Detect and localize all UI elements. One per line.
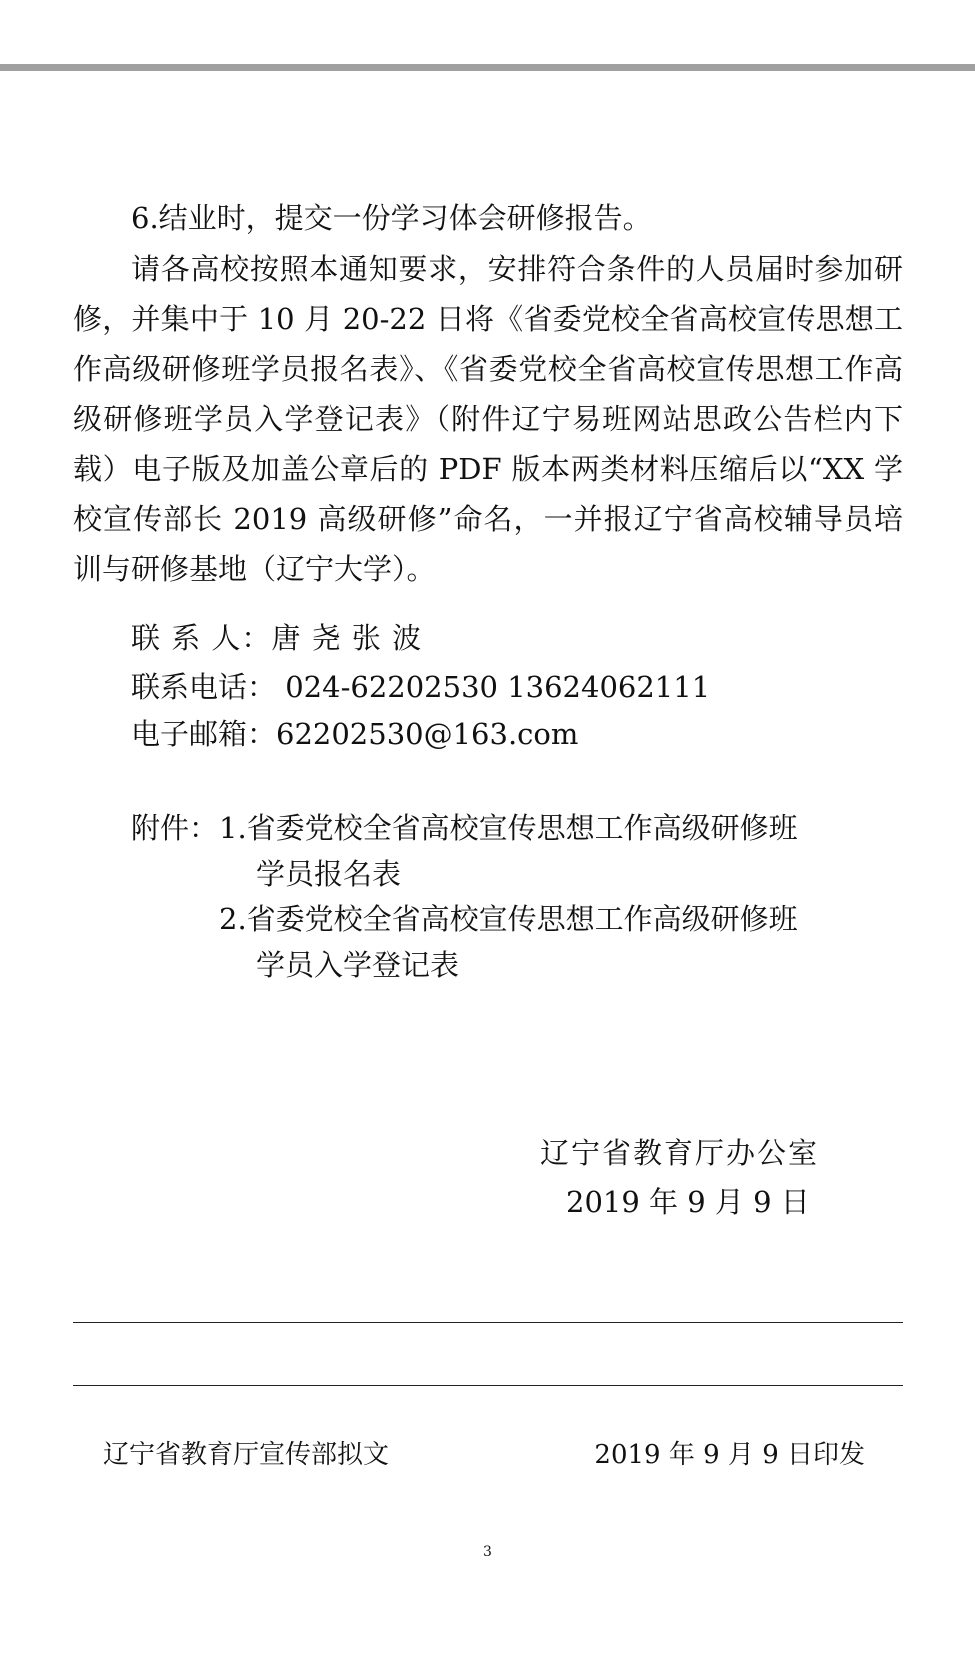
footer-top-rule (73, 1322, 903, 1323)
footer-bottom-rule (73, 1385, 903, 1386)
contact-email: 电子邮箱：62202530@163.com (131, 717, 579, 751)
top-rule (0, 64, 975, 71)
page-number: 3 (483, 1544, 492, 1560)
attachment-1-line-2: 学员报名表 (256, 857, 402, 891)
contact-phone: 联系电话： 024-62202530 13624062111 (131, 670, 711, 704)
issue-date: 2019 年 9 月 9 日 (566, 1185, 810, 1219)
item-6: 6.结业时，提交一份学习体会研修报告。 (131, 201, 652, 235)
footer-issue-date: 2019 年 9 月 9 日印发 (594, 1440, 865, 1470)
issuer-name: 辽宁省教育厅办公室 (540, 1136, 820, 1170)
contact-person: 联 系 人：唐 尧 张 波 (131, 621, 423, 655)
attachments-label: 附件： (131, 811, 219, 845)
attachment-1-line-1: 1.省委党校全省高校宣传思想工作高级研修班 (219, 811, 798, 845)
notice-paragraph: 请各高校按照本通知要求，安排符合条件的人员届时参加研修，并集中于 10 月 20-22 日将《省委党校全省高校宣传思想工作高级研修班学员报名表》、《省委党校全省高校宣传思想工作高级研修班学员入学登记表》（附件辽宁易班网站思政公告栏内下载）电子版及加盖公章后的 PDF 版本两类材料压缩后以“XX 学校宣传部长 2019 高级研修”命名，一并报辽宁省高校辅导员培训与研修基地（辽宁大学）。 (73, 252, 903, 586)
attachment-2-line-2: 学员入学登记表 (256, 948, 460, 982)
footer-drafter: 辽宁省教育厅宣传部拟文 (103, 1440, 390, 1470)
attachment-2-line-1: 2.省委党校全省高校宣传思想工作高级研修班 (219, 902, 798, 936)
